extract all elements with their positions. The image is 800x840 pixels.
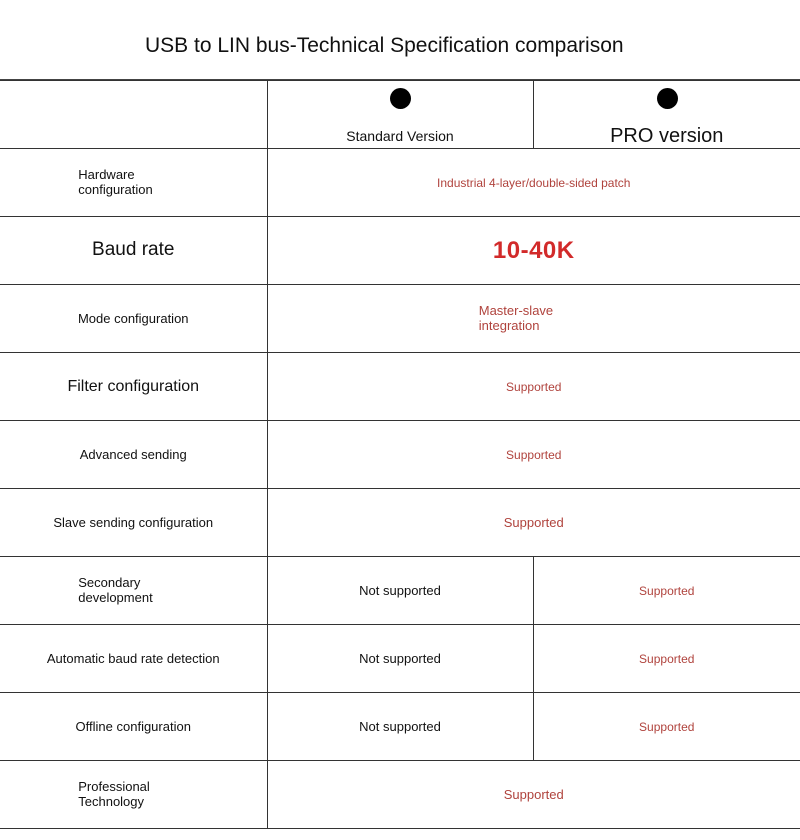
table-row (0, 625, 800, 693)
row-label-cell (0, 285, 267, 353)
row-value-cell (267, 489, 800, 557)
row-label: Hardware configuration (78, 166, 153, 197)
row-pro-cell (533, 693, 800, 761)
table-row (0, 421, 800, 489)
table-row (0, 489, 800, 557)
row-label: Automatic baud rate detection (46, 650, 220, 666)
table-row (0, 693, 800, 761)
row-standard-value: Not supported (359, 650, 441, 666)
standard-dot-icon (390, 88, 411, 109)
table-row (0, 285, 800, 353)
row-value-cell (267, 761, 800, 829)
row-label-cell (0, 489, 267, 557)
table-row (0, 149, 800, 217)
row-label: Slave sending configuration (53, 514, 214, 530)
row-value-cell (267, 353, 800, 421)
row-pro-value: Supported (639, 719, 695, 734)
title-bar (0, 0, 800, 80)
row-standard-value: Not supported (359, 582, 441, 598)
row-label: Offline configuration (75, 718, 191, 734)
row-standard-cell (267, 693, 533, 761)
row-value: Industrial 4-layer/double-sided patch (437, 175, 631, 190)
row-label-cell (0, 693, 267, 761)
row-label: Mode configuration (77, 310, 189, 326)
row-standard-cell (267, 557, 533, 625)
header-pro (533, 81, 800, 149)
standard-version-label: Standard Version (346, 128, 454, 144)
row-label: Advanced sending (79, 446, 187, 462)
page-title: USB to LIN bus-Technical Specification comparison (145, 34, 624, 57)
row-label-cell (0, 217, 267, 285)
row-value-cell (267, 217, 800, 285)
row-value-cell (267, 285, 800, 353)
spec-comparison-table (0, 80, 800, 829)
table-row (0, 557, 800, 625)
table-row (0, 217, 800, 285)
table-header-row (0, 81, 800, 149)
row-value: Supported (503, 514, 564, 530)
row-pro-cell (533, 625, 800, 693)
table-row (0, 353, 800, 421)
row-label-cell (0, 421, 267, 489)
row-value: 10-40K (492, 236, 575, 264)
pro-version-label: PRO version (610, 125, 724, 147)
header-empty-cell (0, 81, 267, 149)
row-label: Filter configuration (67, 377, 200, 395)
row-label-cell (0, 761, 267, 829)
row-value: Master-slave integration (478, 302, 554, 333)
row-label: Professional Technology (78, 778, 150, 809)
header-standard (267, 81, 533, 149)
row-standard-value: Not supported (359, 718, 441, 734)
row-standard-cell (267, 625, 533, 693)
row-label: Baud rate (92, 238, 175, 260)
row-value-cell (267, 421, 800, 489)
row-label-cell (0, 149, 267, 217)
pro-dot-icon (657, 88, 678, 109)
row-value: Supported (506, 379, 562, 394)
row-value-cell (267, 149, 800, 217)
table-row (0, 761, 800, 829)
row-value: Supported (503, 786, 564, 802)
row-label-cell (0, 625, 267, 693)
row-pro-cell (533, 557, 800, 625)
row-label-cell (0, 557, 267, 625)
row-pro-value: Supported (639, 583, 695, 598)
row-value: Supported (506, 447, 562, 462)
row-pro-value: Supported (639, 651, 695, 666)
row-label-cell (0, 353, 267, 421)
row-label: Secondary development (78, 574, 153, 605)
